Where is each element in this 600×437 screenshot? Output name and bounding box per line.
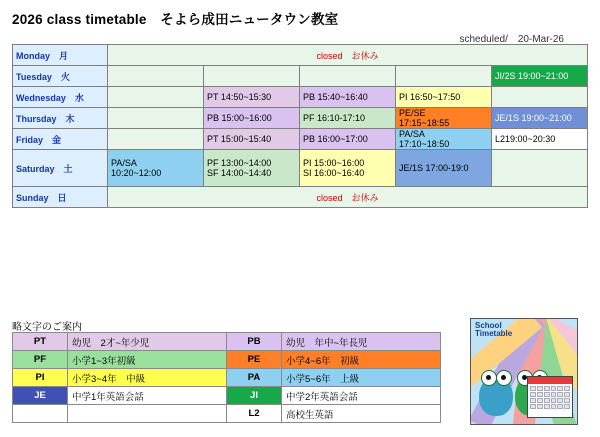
illustration — [470, 318, 578, 425]
slot-line2: 17:10~18:50 — [399, 139, 450, 149]
legend-code-pi: PI — [13, 369, 68, 387]
page-title: 2026 class timetable そよら成田ニュータウン教室 — [12, 12, 339, 27]
legend-table — [12, 332, 441, 423]
slot-cell[interactable] — [204, 66, 300, 87]
slot-cell[interactable] — [396, 66, 492, 87]
slot-cell-pi[interactable] — [396, 87, 492, 108]
day-label-sunday: Sunday 日 — [13, 187, 108, 208]
slot-cell-pf-sf[interactable] — [204, 150, 300, 187]
slot-line1: PT 14:50~15:30 — [207, 92, 272, 102]
slot-cell-pa-sa[interactable] — [108, 150, 204, 187]
slot-cell[interactable] — [300, 66, 396, 87]
scheduled-date: scheduled/ 20-Mar-26 — [459, 34, 564, 45]
table-row — [13, 150, 588, 187]
legend-spacer — [13, 405, 68, 423]
day-label-tuesday: Tuesday 火 — [13, 66, 108, 87]
slot-line1: PA/SA — [399, 129, 425, 139]
frog-eye-icon — [496, 370, 512, 386]
table-row — [13, 87, 588, 108]
table-row — [13, 187, 588, 208]
banner-line-2: Timetable — [475, 329, 513, 339]
closed-cell-monday: closed お休み — [108, 45, 588, 66]
legend-desc-ji: 中学2年英語会話 — [282, 387, 441, 405]
slot-line1: PI 15:00~16:00 — [303, 158, 365, 168]
slot-line2: SF 14:00~14:40 — [207, 168, 272, 178]
slot-cell-pb[interactable] — [300, 87, 396, 108]
legend-code-je: JE — [13, 387, 68, 405]
slot-cell-je-1s[interactable] — [396, 150, 492, 187]
slot-line1: PF 16:10-17:10 — [303, 113, 366, 123]
slot-line2: 10:20~12:00 — [111, 168, 162, 178]
day-label-thursday: Thursday 木 — [13, 108, 108, 129]
legend-desc-pi: 小学3~4年 中級 — [68, 369, 227, 387]
legend-desc-pf: 小学1~3年初級 — [68, 351, 227, 369]
slot-cell-je-1s[interactable] — [492, 108, 588, 129]
legend-desc-pa: 小学5~6年 上級 — [282, 369, 441, 387]
slot-cell[interactable] — [108, 108, 204, 129]
slot-line1: PA/SA — [111, 158, 137, 168]
slot-cell-ji-2s[interactable] — [492, 66, 588, 87]
slot-cell-pt[interactable] — [204, 87, 300, 108]
legend-code-pb: PB — [227, 333, 282, 351]
slot-line1: PF 13:00~14:00 — [207, 158, 272, 168]
timetable-body — [13, 45, 588, 208]
slot-cell[interactable] — [492, 150, 588, 187]
slot-line2: SI 16:00~16:40 — [303, 168, 365, 178]
table-row — [13, 45, 588, 66]
table-row — [13, 129, 588, 150]
slot-cell-pa-sa[interactable] — [396, 129, 492, 150]
legend-row — [13, 333, 441, 351]
slot-cell[interactable] — [492, 87, 588, 108]
slot-cell[interactable] — [108, 66, 204, 87]
legend-row — [13, 369, 441, 387]
table-row — [13, 108, 588, 129]
slot-cell-pb[interactable] — [204, 108, 300, 129]
frog-pupil-icon — [501, 375, 506, 380]
slot-line1: PE/SE — [399, 108, 426, 118]
legend-code-pa: PA — [227, 369, 282, 387]
slot-line1: PI 16:50~17:50 — [399, 92, 461, 102]
legend-title: 略文字のご案内 — [12, 322, 82, 333]
banner-line-1: School — [475, 321, 502, 330]
closed-cell-sunday: closed お休み — [108, 187, 588, 208]
legend-spacer — [68, 405, 227, 423]
legend-desc-l2: 高校生英語 — [282, 405, 441, 423]
slot-cell-pf[interactable] — [300, 108, 396, 129]
legend-desc-pb: 幼児 年中~年長児 — [282, 333, 441, 351]
slot-line1: JE/1S 17:00-19:0 — [399, 163, 469, 173]
slot-cell[interactable] — [108, 87, 204, 108]
timetable — [12, 44, 588, 208]
legend-code-l2: L2 — [227, 405, 282, 423]
frog-icon — [479, 376, 513, 416]
legend-desc-je: 中学1年英語会話 — [68, 387, 227, 405]
frog-eye-icon — [481, 370, 497, 386]
illustration-banner — [475, 322, 512, 339]
calendar-header — [528, 377, 572, 384]
legend-row — [13, 351, 441, 369]
slot-line1: L219:00~20:30 — [495, 134, 556, 144]
legend-body — [13, 333, 441, 423]
slot-cell-l2[interactable] — [492, 129, 588, 150]
slot-line1: PB 16:00~17:00 — [303, 134, 368, 144]
legend-row — [13, 405, 441, 423]
slot-cell-pe-se[interactable] — [396, 108, 492, 129]
slot-line1: JI/2S 19:00~21:00 — [495, 71, 569, 81]
legend-code-pf: PF — [13, 351, 68, 369]
slot-line1: JE/1S 19:00~21:00 — [495, 113, 572, 123]
day-label-saturday: Saturday 土 — [13, 150, 108, 187]
table-row — [13, 66, 588, 87]
frog-pupil-icon — [486, 375, 491, 380]
day-label-wednesday: Wednesday 水 — [13, 87, 108, 108]
day-label-friday: Friday 金 — [13, 129, 108, 150]
calendar-icon — [527, 376, 573, 418]
slot-cell-pt[interactable] — [204, 129, 300, 150]
legend-code-ji: JI — [227, 387, 282, 405]
legend-desc-pe: 小学4~6年 初級 — [282, 351, 441, 369]
slot-line2: 17:15~18:55 — [399, 118, 450, 128]
legend-code-pe: PE — [227, 351, 282, 369]
slot-line1: PB 15:00~16:00 — [207, 113, 272, 123]
slot-line1: PB 15:40~16:40 — [303, 92, 368, 102]
legend-row — [13, 387, 441, 405]
legend-desc-pt: 幼児 2才~年少児 — [68, 333, 227, 351]
slot-cell[interactable] — [108, 129, 204, 150]
legend-code-pt: PT — [13, 333, 68, 351]
slot-cell-pb[interactable] — [300, 129, 396, 150]
calendar-grid — [528, 384, 572, 411]
slot-cell-pi-si[interactable] — [300, 150, 396, 187]
slot-line1: PT 15:00~15:40 — [207, 134, 272, 144]
day-label-monday: Monday 月 — [13, 45, 108, 66]
